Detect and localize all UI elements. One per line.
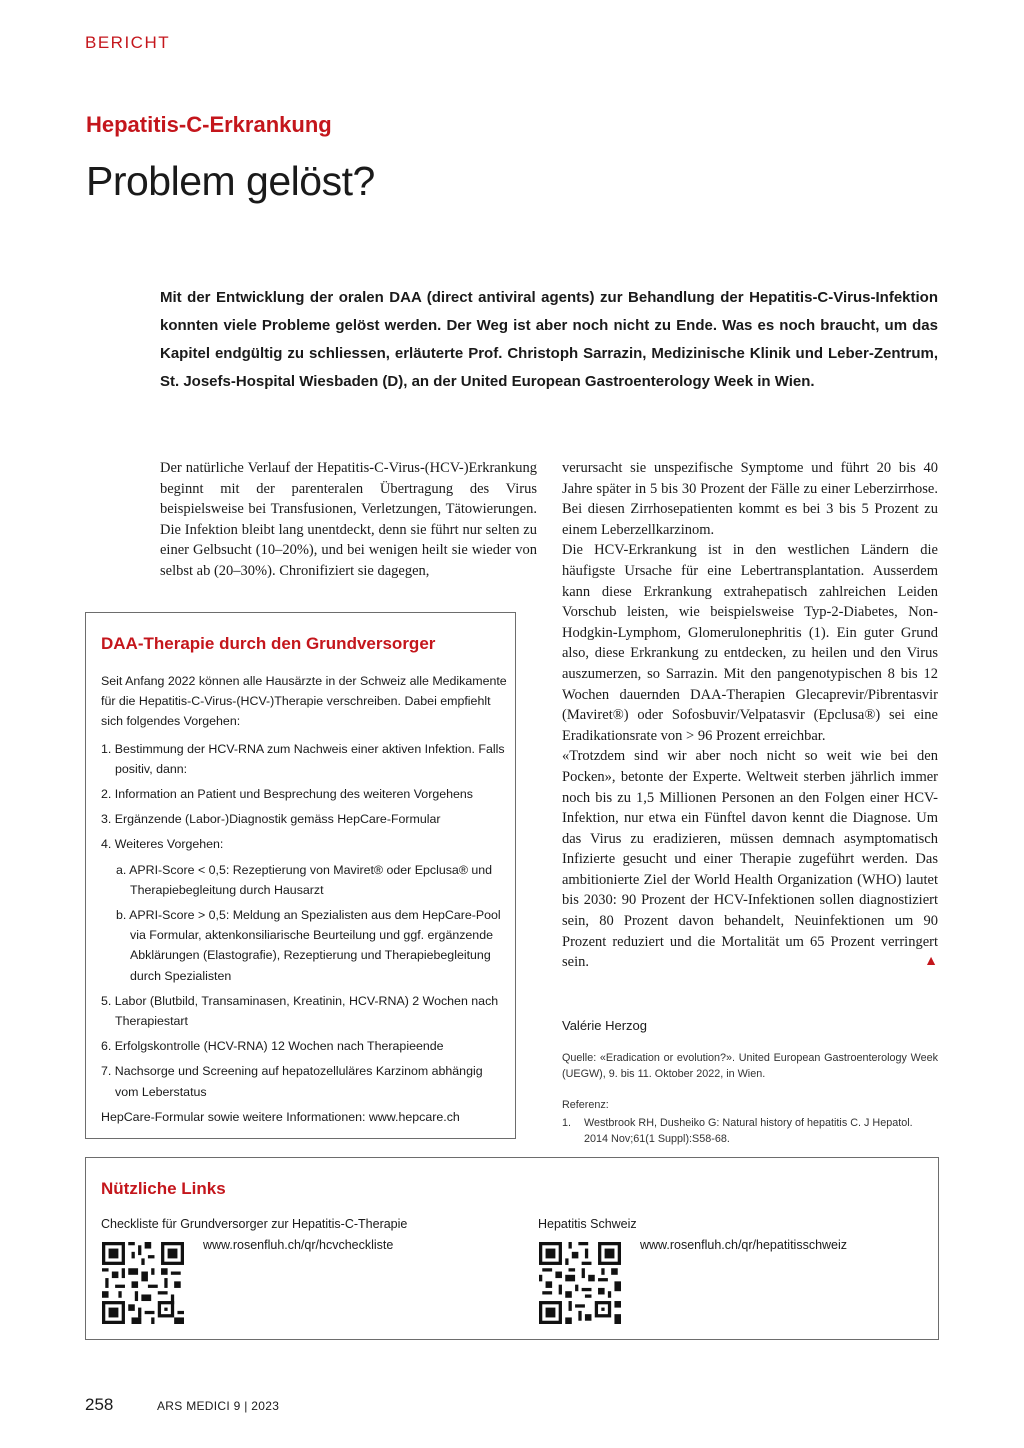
list-item: 4. Weiteres Vorgehen:: [101, 837, 224, 852]
list-item: 5. Labor (Blutbild, Transaminasen, Kreatinin, HCV-RNA) 2 Wochen nach Therapiestart: [101, 993, 499, 1029]
journal-name: ARS MEDICI 9 | 2023: [157, 1399, 280, 1413]
link-url[interactable]: www.rosenfluh.ch/qr/hepatitisschweiz: [640, 1238, 848, 1252]
list-item: 6. Erfolgskontrolle (HCV-RNA) 12 Wochen nach Therapieende: [101, 1039, 444, 1054]
article-kicker: Hepatitis-C-Erkrankung: [86, 112, 332, 137]
links-box-title: Nützliche Links: [101, 1179, 226, 1198]
info-box-title: DAA-Therapie durch den Grundversorger: [101, 634, 436, 653]
end-mark-icon: ▲: [924, 954, 938, 970]
article-source: Quelle: «Eradication or evolution?». United European Gastroenterology Week (UEGW), 9. bis 11. Oktober 2022, in Wien.: [562, 1052, 938, 1080]
qr-code-icon[interactable]: [539, 1242, 621, 1324]
list-subitem: a. APRI-Score < 0,5: Rezeptierung von Maviret® oder Epclusa® und Therapiebegleitung durch Hausarzt: [116, 862, 493, 897]
link-title: Hepatitis Schweiz: [538, 1217, 637, 1231]
section-tag: BERICHT: [85, 33, 171, 52]
article-paragraph: verursacht sie unspezifische Symptome und führt 20 bis 40 Jahre später in 5 bis 30 Prozent der Fälle zu einer Leberzirrhose. Bei diesen Zirrhosepatienten kommt es bei 3 bis 5 Prozent zu einem Leberzellkarzinom.: [562, 460, 938, 538]
reference-label: Referenz:: [562, 1099, 609, 1111]
article-author: Valérie Herzog: [562, 1018, 648, 1033]
list-item: 3. Ergänzende (Labor-)Diagnostik gemäss HepCare-Formular: [101, 812, 441, 827]
procedure-list: [101, 739, 508, 1102]
article-paragraph: [562, 746, 938, 973]
qr-code-icon[interactable]: [102, 1242, 184, 1324]
list-item: 2. Information an Patient und Besprechung des weiteren Vorgehens: [101, 787, 473, 802]
link-title: Checkliste für Grundversorger zur Hepatitis-C-Therapie: [101, 1217, 408, 1231]
article-paragraph: Die HCV-Erkrankung ist in den westlichen Ländern die häufigste Ursache für eine Lebertransplantation. Ausserdem kann diese Erkrankung extrahepatisch zahlreichen Leiden Vorschub leisten, wie beispielsweise Typ-2-Diabetes, Non-Hodgkin-Lymphom, Glomerulonephritis (1). Ein guter Grund also, diese Erkrankung zu entdecken, zu heilen und den Virus auszumerzen, so Sarrazin. Mit den pangenotypischen 8 bis 12 Wochen dauernden DAA-Therapien Glecaprevir/Pibrentasvir (Maviret®) oder Sofosbuvir/Velpatasvir (Epclusa®) sei eine Eradikationsrate von > 96 Prozent erreichbar.: [562, 542, 938, 744]
page-number: 258: [85, 1395, 114, 1414]
info-box-intro: Seit Anfang 2022 können alle Hausärzte in der Schweiz alle Medikamente für die Hepatitis-C-Virus-(HCV-)Therapie verschreiben. Dabei empfiehlt sich folgendes Vorgehen:: [101, 674, 507, 729]
list-item: 1. Bestimmung der HCV-RNA zum Nachweis einer aktiven Infektion. Falls positiv, dann:: [101, 741, 505, 776]
article-column-left: Der natürliche Verlauf der Hepatitis-C-Virus-(HCV-)Erkrankung beginnt mit der parenteralen Übertragung des Virus beispielsweise bei Transfusionen, Verletzungen, Tätowierungen. Die Infektion bleibt lang unentdeckt, denn sie führt nur selten zu einer Gelbsucht (10–20%), und bei wenigen heilt sie wieder von selbst ab (20–30%). Chronifiziert sie dagegen,: [160, 460, 537, 579]
list-subitem: b. APRI-Score > 0,5: Meldung an Spezialisten aus dem HepCare-Pool via Formular, aktenkonsiliarische Beurteilung und ggf. ergänzende Abklärungen (Elastografie), Rezeptierung und Therapiebegleitung durch Spezialisten: [116, 908, 501, 983]
reference-item: [562, 1115, 938, 1147]
reference-number: 1.: [562, 1117, 572, 1129]
info-box-outro: HepCare-Formular sowie weitere Informationen: www.hepcare.ch: [101, 1109, 460, 1124]
info-box-body: [101, 671, 508, 1127]
article-column-right: [562, 458, 938, 973]
article-title: Problem gelöst?: [86, 158, 375, 204]
list-item: 7. Nachsorge und Screening auf hepatozelluläres Karzinom abhängig vom Leberstatus: [101, 1064, 483, 1099]
article-paragraph-text: «Trotzdem sind wir aber noch nicht so weit wie bei den Pocken», betonte der Experte. Weltweit sterben jährlich immer noch bis zu 1,5 Millionen Personen an den Folgen einer HCV-Infektion, nur etwa ein Fünftel davon kennt die Diagnose. Um das Virus zu eradizieren, müssen demnach asymptomatisch Infizierte gesucht und einer Therapie zugeführt werden. Das ambitionierte Ziel der World Health Organization (WHO) lautet bis 2030: 90 Prozent der HCV-Infektionen sollen diagnostiziert sein, 80 Prozent davon behandelt, Neuinfektionen um 90 Prozent reduziert und die Mortalität um 65 Prozent verringert sein.: [562, 748, 938, 971]
article-lead: Mit der Entwicklung der oralen DAA (direct antiviral agents) zur Behandlung der Hepatitis-C-Virus-Infektion konnten viele Probleme gelöst werden. Der Weg ist aber noch nicht zu Ende. Was es noch braucht, um das Kapitel endgültig zu schliessen, erläuterte Prof. Christoph Sarrazin, Medizinische Klinik und Leber-Zentrum, St. Josefs-Hospital Wiesbaden (D), an der United European Gastroenterology Week in Wien.: [160, 289, 938, 390]
reference-text: Westbrook RH, Dusheiko G: Natural history of hepatitis C. J Hepatol. 2014 Nov;61(1 Suppl):S58-68.: [584, 1117, 913, 1145]
link-url[interactable]: www.rosenfluh.ch/qr/hcvcheckliste: [203, 1238, 394, 1252]
